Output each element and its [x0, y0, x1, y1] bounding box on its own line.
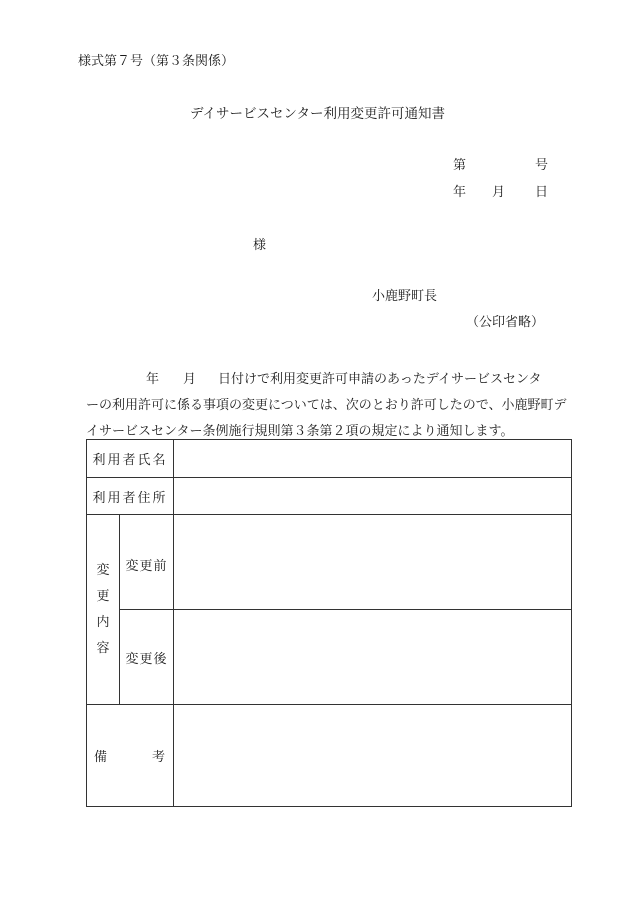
- change-content-char-4: 容: [96, 640, 110, 656]
- change-content-char-1: 変: [96, 562, 110, 578]
- change-content-label: [87, 515, 120, 705]
- body-year: 年: [146, 372, 160, 387]
- remarks-label: [87, 705, 174, 807]
- user-name-value[interactable]: [174, 440, 572, 478]
- user-address-label: 利用者住所: [87, 478, 174, 515]
- change-after-row: [87, 610, 572, 705]
- remarks-label-char-1: 備: [94, 750, 108, 765]
- reference-number-prefix: 第: [453, 158, 467, 173]
- body-line-3: イサービスセンター条例施行規則第３条第２項の規定により通知します。: [86, 424, 514, 439]
- remarks-row: [87, 705, 572, 807]
- date-month-label: 月: [492, 185, 506, 200]
- change-content-char-2: 更: [96, 588, 110, 604]
- body-line-1-text: 日付けで利用変更許可申請のあったデイサービスセンタ: [218, 372, 542, 387]
- remarks-value[interactable]: [174, 705, 572, 807]
- date-year-label: 年: [453, 185, 467, 200]
- seal-note: （公印省略）: [466, 315, 545, 330]
- form-number: 様式第７号（第３条関係）: [78, 54, 235, 69]
- date-day-label: 日: [535, 185, 549, 200]
- remarks-label-char-2: 考: [152, 750, 166, 765]
- recipient-honorific: 様: [253, 238, 267, 253]
- notice-form-table: [86, 439, 572, 807]
- document-title: デイサービスセンター利用変更許可通知書: [190, 106, 446, 122]
- user-address-row: [87, 478, 572, 515]
- change-after-label: 変更後: [120, 610, 174, 705]
- issuer-name: 小鹿野町長: [372, 289, 438, 304]
- body-line-1: [86, 367, 572, 393]
- user-name-label: 利用者氏名: [87, 440, 174, 478]
- change-before-value[interactable]: [174, 515, 572, 610]
- user-name-row: [87, 440, 572, 478]
- body-line-2: ーの利用許可に係る事項の変更については、次のとおり許可したので、小鹿野町デ: [86, 398, 567, 413]
- change-after-value[interactable]: [174, 610, 572, 705]
- change-content-char-3: 内: [96, 614, 110, 630]
- notice-body: [86, 367, 572, 445]
- body-month: 月: [183, 372, 197, 387]
- change-before-label: 変更前: [120, 515, 174, 610]
- user-address-value[interactable]: [174, 478, 572, 515]
- reference-number-suffix: 号: [535, 158, 549, 173]
- change-before-row: [87, 515, 572, 610]
